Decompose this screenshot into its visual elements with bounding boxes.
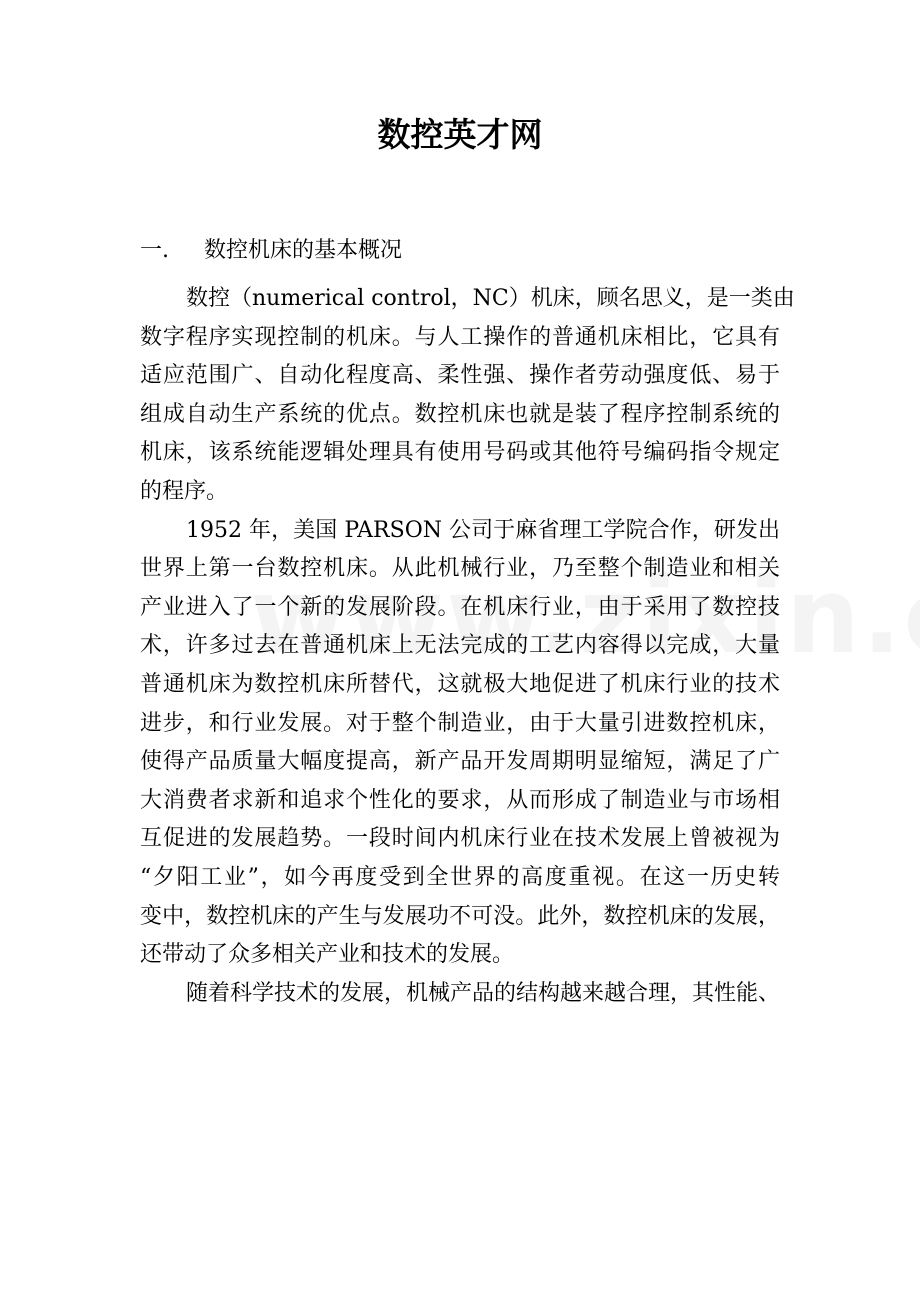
- paragraph-line: 世界上第一台数控机床。从此机械行业，乃至整个制造业和相关: [140, 556, 780, 582]
- section-heading: [140, 232, 402, 270]
- paragraph-line: 普通机床为数控机床所替代，这就极大地促进了机床行业的技术: [140, 671, 780, 697]
- paragraph-line: 的程序。: [140, 478, 229, 504]
- paragraph-line: 随着科学技术的发展，机械产品的结构越来越合理，其性能、: [186, 980, 781, 1006]
- paragraph-line: 机床，该系统能逻辑处理具有使用号码或其他符号编码指令规定: [140, 440, 780, 466]
- section-heading-text: 数控机床的基本概况: [204, 238, 403, 263]
- paragraph-line: 进步，和行业发展。对于整个制造业，由于大量引进数控机床，: [140, 710, 780, 736]
- paragraph-line: 互促进的发展趋势。一段时间内机床行业在技术发展上曾被视为: [140, 826, 780, 852]
- paragraph-line: 数控（numerical control，NC）机床，顾名思义，是一类由: [186, 286, 795, 311]
- paragraph-2: [140, 512, 780, 975]
- paragraph-line: 1952 年，美国 PARSON 公司于麻省理工学院合作，研发出: [186, 517, 780, 543]
- paragraph-line: 使得产品质量大幅度提高，新产品开发周期明显缩短，满足了广: [140, 749, 780, 775]
- paragraph-line: 还带动了众多相关产业和技术的发展。: [140, 942, 515, 968]
- paragraph-3: [140, 975, 780, 1014]
- paragraph-line: “夕阳工业”，如今再度受到全世界的高度重视。在这一历史转: [140, 864, 780, 890]
- paragraph-line: 术，许多过去在普通机床上无法完成的工艺内容得以完成，大量: [140, 633, 780, 659]
- paragraph-1: [140, 280, 795, 512]
- paragraph-line: 大消费者求新和追求个性化的要求，从而形成了制造业与市场相: [140, 787, 780, 813]
- paragraph-line: 数字程序实现控制的机床。与人工操作的普通机床相比，它具有: [140, 324, 780, 350]
- paragraph-line: 变中，数控机床的产生与发展功不可没。此外，数控机床的发展，: [140, 903, 780, 929]
- section-number: 一.: [140, 238, 169, 263]
- paragraph-line: 产业进入了一个新的发展阶段。在机床行业，由于采用了数控技: [140, 594, 780, 620]
- document-body: [140, 280, 795, 1013]
- paragraph-line: 适应范围广、自动化程度高、柔性强、操作者劳动强度低、易于: [140, 363, 780, 389]
- paragraph-line: 组成自动生产系统的优点。数控机床也就是装了程序控制系统的: [140, 401, 780, 427]
- document-title: 数控英才网: [377, 115, 543, 154]
